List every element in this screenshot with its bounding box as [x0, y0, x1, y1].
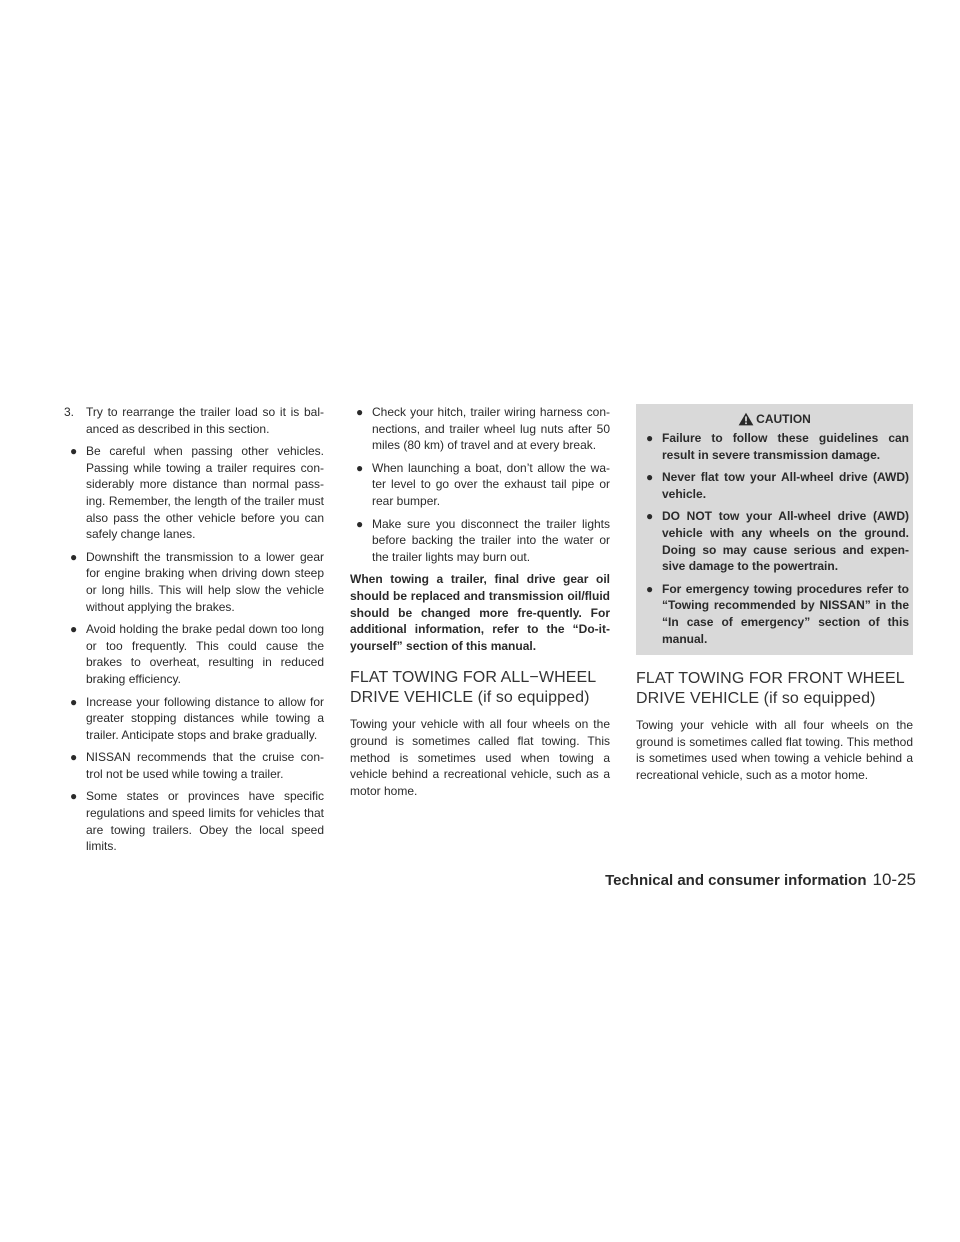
- bullet-item: [64, 694, 324, 744]
- caution-item: [640, 430, 909, 463]
- column-middle: [350, 404, 610, 799]
- bullet-text: Make sure you disconnect the trailer lights before backing the trailer into the water or the trailer lights may burn out.: [372, 516, 610, 564]
- caution-item: [640, 469, 909, 502]
- caution-item: [640, 581, 909, 647]
- flat-towing-fwd-paragraph: Towing your vehicle with all four wheels on the ground is sometimes called flat towing. This method is sometimes used when towing a vehicle behind a recreational vehicle, such as a motor home.: [636, 718, 913, 782]
- bullet-item: [64, 549, 324, 615]
- bullet-icon: ●: [646, 470, 654, 485]
- caution-item: [640, 508, 909, 574]
- bullet-text: NISSAN recommends that the cruise con-trol not be used while towing a trailer.: [86, 750, 324, 781]
- bullet-icon: ●: [646, 509, 654, 524]
- bullet-icon: ●: [70, 750, 78, 765]
- bullet-icon: ●: [70, 694, 78, 709]
- bullet-icon: ●: [356, 405, 364, 419]
- bullet-icon: ●: [356, 460, 364, 475]
- gear-oil-note: When towing a trailer, final drive gear oil should be replaced and transmission oil/fluid should be changed more fre-quently. For additional information, refer to the “Do-it-yourself” section of this manual.: [350, 572, 610, 653]
- page-footer: [586, 870, 916, 890]
- bullet-item: [350, 460, 610, 510]
- item-number: 3.: [64, 405, 75, 419]
- caution-text: Failure to follow these guidelines can result in severe transmission damage.: [662, 431, 909, 462]
- bullet-text: When launching a boat, don’t allow the wa-ter level to go over the exhaust tail pipe or rear bumper.: [372, 460, 610, 508]
- bullet-icon: ●: [70, 789, 78, 804]
- bullet-item: [64, 443, 324, 543]
- bullet-text: Check your hitch, trailer wiring harness con-nections, and trailer wheel lug nuts after 50 miles (80 km) of travel and at every break.: [372, 405, 610, 453]
- bullet-icon: ●: [70, 549, 78, 564]
- page-number: 10-25: [872, 870, 916, 889]
- bullet-item: [350, 404, 610, 454]
- item-text: Try to rearrange the trailer load so it is bal-anced as described in this section.: [86, 405, 324, 436]
- column-right: [636, 404, 913, 784]
- bullet-item: [64, 788, 324, 854]
- caution-box: [636, 404, 913, 655]
- bullet-text: Some states or provinces have specific regulations and speed limits for vehicles that are towing trailers. Obey the local speed limits.: [86, 789, 324, 854]
- bullet-item: [64, 749, 324, 782]
- flat-towing-awd-paragraph: Towing your vehicle with all four wheels on the ground is sometimes called flat towing. This method is sometimes used when towing a vehicle behind a recreational vehicle, such as a motor home.: [350, 717, 610, 798]
- caution-title: CAUTION: [756, 411, 811, 426]
- bullet-item: [64, 621, 324, 687]
- bullet-item: [350, 516, 610, 566]
- bullet-text: Increase your following distance to allow for greater stopping distances while towing a trailer. Anticipate stops and brake gradually.: [86, 694, 324, 742]
- section-heading-fwd: FLAT TOWING FOR FRONT WHEEL DRIVE VEHICLE (if so equipped): [636, 670, 905, 708]
- column-left: [64, 404, 324, 861]
- bullet-text: Downshift the transmission to a lower gear for engine braking when driving down steep or long hills. This will help slow the vehicle without applying the brakes.: [86, 549, 324, 614]
- caution-text: DO NOT tow your All-wheel drive (AWD) vehicle with any wheels on the ground. Doing so may cause serious and expen-sive damage to the powertrain.: [662, 509, 909, 574]
- section-heading-awd: FLAT TOWING FOR ALL−WHEEL DRIVE VEHICLE (if so equipped): [350, 669, 596, 707]
- bullet-icon: ●: [70, 444, 78, 459]
- caution-text: Never flat tow your All-wheel drive (AWD) vehicle.: [662, 470, 909, 501]
- numbered-item: [64, 404, 324, 437]
- footer-section-title: Technical and consumer information: [605, 872, 867, 889]
- warning-triangle-icon: [738, 412, 754, 426]
- caution-text: For emergency towing procedures refer to “Towing recommended by NISSAN” in the “In case of emergency” section of this manual.: [662, 581, 909, 646]
- bullet-icon: ●: [646, 581, 654, 596]
- bullet-text: Be careful when passing other vehicles. Passing while towing a trailer requires con-siderably more distance than normal pass-ing. Remember, the length of the trailer must also pass the other vehicle before you can safely change lanes.: [86, 444, 324, 542]
- caution-header: [640, 408, 909, 430]
- bullet-icon: ●: [646, 431, 654, 445]
- bullet-icon: ●: [70, 622, 78, 637]
- bullet-icon: ●: [356, 516, 364, 531]
- bullet-text: Avoid holding the brake pedal down too long or too frequently. This could cause the brakes to overheat, resulting in reduced braking efficiency.: [86, 622, 324, 686]
